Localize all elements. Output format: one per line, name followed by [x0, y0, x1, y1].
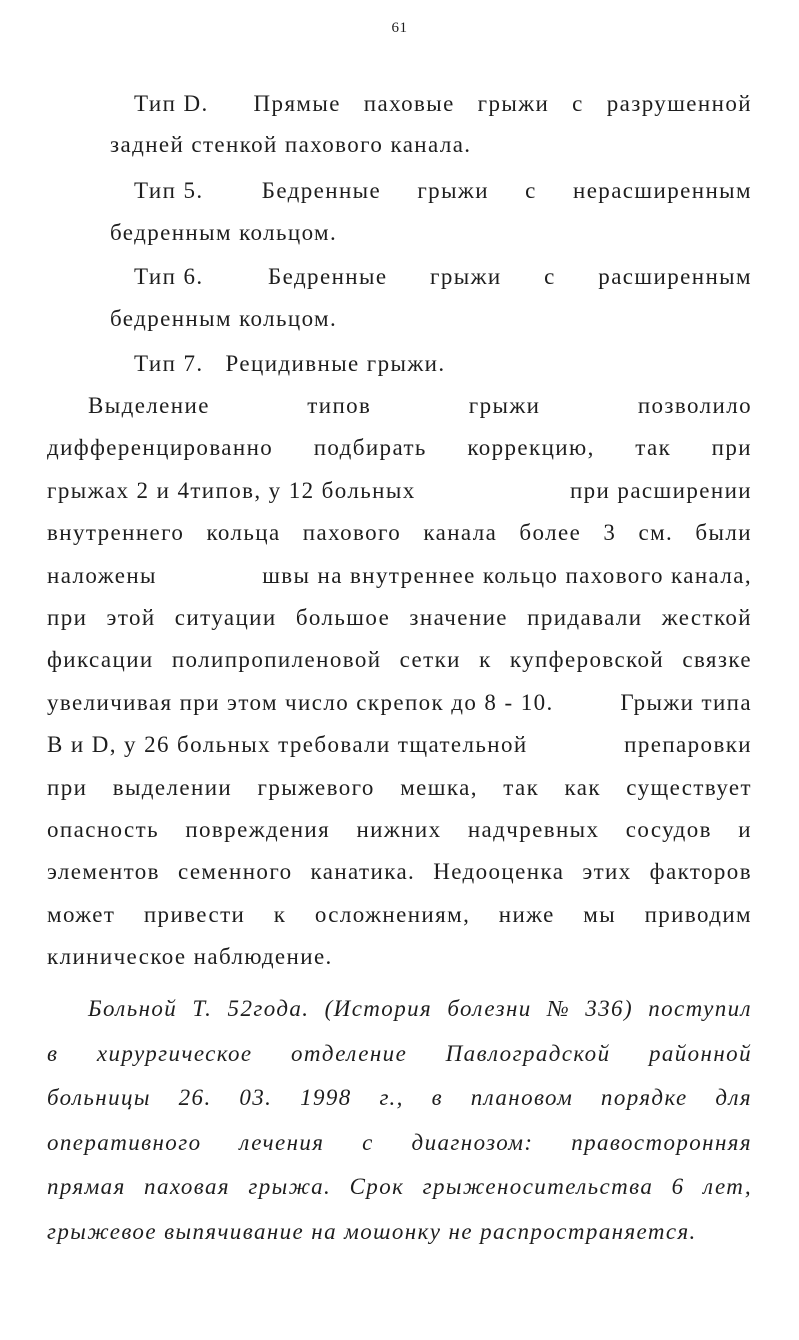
case-report-line	[47, 1039, 752, 1069]
type-label: Тип D.	[134, 91, 209, 116]
text-word: диагнозом:	[411, 1130, 534, 1155]
text-word: с	[572, 91, 584, 116]
text-word: купферовской	[509, 647, 665, 672]
text-word: ниже	[498, 902, 555, 927]
text-word: мы	[583, 902, 617, 927]
text-word: при	[47, 605, 88, 630]
text-word: и	[738, 817, 752, 842]
text-word: хирургическое	[96, 1041, 253, 1066]
paragraph-line	[88, 391, 752, 421]
text-word: подбирать	[313, 435, 427, 460]
text-word: 3	[603, 520, 617, 545]
paragraph-line	[47, 645, 752, 675]
text-word: привести	[143, 902, 246, 927]
text-word: Срок	[349, 1174, 405, 1199]
text-word: этих	[582, 859, 632, 884]
text-word: паховая	[144, 1174, 231, 1199]
text-word: сетки	[399, 647, 461, 672]
text-word: с	[525, 178, 537, 203]
text-word: оперативного	[47, 1130, 202, 1155]
text-word: к	[273, 902, 287, 927]
text-word: см.	[638, 520, 674, 545]
text-word: районной	[648, 1041, 752, 1066]
text-word: ситуации	[174, 605, 277, 630]
text-word: расширенным	[598, 264, 752, 289]
text-word: грыжи	[417, 178, 489, 203]
text-word: может	[47, 902, 116, 927]
text-word: значение	[409, 605, 508, 630]
text-word: при	[711, 435, 752, 460]
text-word: Рецидивные грыжи.	[225, 351, 446, 376]
type-label: Тип 5.	[134, 178, 204, 203]
text-word: грыженосительства	[422, 1174, 654, 1199]
text-word: г.,	[379, 1085, 404, 1110]
text-word: прямая	[47, 1174, 126, 1199]
text-word: грыжи	[468, 393, 541, 418]
text-word: жесткой	[661, 605, 752, 630]
text-word: нерасширенным	[572, 178, 752, 203]
text-word: порядке	[600, 1085, 688, 1110]
type-item-line	[134, 89, 752, 119]
paragraph-line	[47, 561, 752, 591]
text-word: плановом	[470, 1085, 574, 1110]
text-word: грыжа.	[248, 1174, 332, 1199]
type-item-continuation: бедренным кольцом.	[110, 306, 338, 331]
text-word: отделение	[291, 1041, 408, 1066]
text-word: дифференцированно	[47, 435, 274, 460]
text-word: так	[635, 435, 672, 460]
type-item-continuation: задней стенкой пахового канала.	[110, 132, 472, 157]
text-word: увеличивая при этом число скрепок до 8 - 10.	[47, 690, 554, 715]
text-word: паховые	[363, 91, 455, 116]
text-word: надчревных	[467, 817, 600, 842]
case-report-line	[47, 1083, 752, 1113]
paragraph-line	[47, 730, 752, 760]
text-word: осложнениям,	[314, 902, 471, 927]
type-item-continuation: бедренным кольцом.	[110, 220, 338, 245]
text-word: элементов	[47, 859, 160, 884]
text-word: грыжах 2 и 4типов, у 12 больных	[47, 478, 416, 503]
text-word: разрушенной	[606, 91, 752, 116]
text-word: более	[519, 520, 582, 545]
text-word: №	[546, 996, 571, 1021]
paragraph-line	[47, 857, 752, 887]
text-word: позволило	[637, 393, 752, 418]
text-word: канатика.	[310, 859, 416, 884]
text-word: при	[47, 775, 88, 800]
text-word: Бедренные	[268, 264, 388, 289]
text-word: в	[431, 1085, 443, 1110]
text-word: Бедренные	[261, 178, 382, 203]
text-word: семенного	[177, 859, 293, 884]
text-word: внутреннего	[47, 520, 185, 545]
type-label: Тип 7.	[134, 351, 204, 376]
text-word: для	[715, 1085, 752, 1110]
text-word: так	[503, 775, 540, 800]
text-word: канала	[423, 520, 498, 545]
case-report-line	[47, 1128, 752, 1158]
text-word: (История	[324, 996, 433, 1021]
paragraph-line	[47, 603, 752, 633]
text-word: кольца	[206, 520, 281, 545]
text-word: в	[47, 1041, 59, 1066]
text-word: поступил	[648, 996, 752, 1021]
type-item-line	[134, 349, 446, 379]
text-word: швы на внутреннее кольцо пахового канала,	[262, 563, 752, 588]
text-word: Грыжи типа	[620, 690, 752, 715]
text-word: при расширении	[569, 478, 752, 503]
text-word: сосудов	[625, 817, 712, 842]
text-word: были	[695, 520, 752, 545]
text-word: Прямые	[253, 91, 341, 116]
text-word: лечения	[239, 1130, 325, 1155]
paragraph-line	[47, 476, 752, 506]
type-label: Тип 6.	[134, 264, 204, 289]
text-word: 6	[671, 1174, 685, 1199]
text-word: придавали	[527, 605, 643, 630]
paragraph-line	[47, 433, 752, 463]
text-word: полипропиленовой	[171, 647, 382, 672]
text-word: пахового	[302, 520, 402, 545]
text-word: лет,	[702, 1174, 752, 1199]
text-word: 52года.	[227, 996, 310, 1021]
text-word: правосторонняя	[571, 1130, 752, 1155]
page-number: 61	[391, 20, 408, 36]
case-report-last-line: грыжевое выпячивание на мошонку не распространяется.	[47, 1219, 697, 1244]
text-word: 26.	[178, 1085, 212, 1110]
text-word: приводим	[644, 902, 752, 927]
text-word: с	[362, 1130, 374, 1155]
paragraph-line	[47, 518, 752, 548]
text-word: больницы	[47, 1085, 151, 1110]
text-word: грыжи	[477, 91, 550, 116]
text-word: 336)	[585, 996, 634, 1021]
text-word: выделении	[112, 775, 233, 800]
text-word: 1998	[300, 1085, 352, 1110]
case-report-line	[88, 994, 752, 1024]
text-word: нижних	[356, 817, 442, 842]
text-word: к	[479, 647, 492, 672]
text-word: 03.	[239, 1085, 273, 1110]
text-word: фиксации	[47, 647, 154, 672]
text-word: наложены	[47, 563, 157, 588]
type-item-line	[134, 176, 752, 206]
text-word: препаровки	[624, 732, 752, 757]
text-word: повреждения	[185, 817, 331, 842]
text-word: грыжи	[430, 264, 502, 289]
text-word: факторов	[649, 859, 752, 884]
text-word: мешка,	[400, 775, 478, 800]
paragraph-last-line: клиническое наблюдение.	[47, 944, 333, 969]
text-word: Недооценка	[433, 859, 565, 884]
paragraph-line	[47, 815, 752, 845]
text-word: этой	[106, 605, 156, 630]
case-report-line	[47, 1172, 752, 1202]
text-word: коррекцию,	[467, 435, 595, 460]
type-item-line	[134, 262, 752, 292]
text-word: опасность	[47, 817, 159, 842]
paragraph-line	[47, 900, 752, 930]
text-word: болезни	[447, 996, 532, 1021]
text-word: Павлоградской	[445, 1041, 611, 1066]
text-word: В и D, у 26 больных требовали тщательной	[47, 732, 528, 757]
text-word: Т.	[192, 996, 213, 1021]
text-word: связке	[682, 647, 752, 672]
text-word: типов	[307, 393, 372, 418]
text-word: Выделение	[88, 393, 210, 418]
text-word: грыжевого	[257, 775, 375, 800]
text-word: с	[544, 264, 556, 289]
paragraph-line	[47, 688, 752, 718]
text-word: существует	[626, 775, 752, 800]
text-word: как	[564, 775, 601, 800]
text-word: большое	[295, 605, 391, 630]
text-word: Больной	[88, 996, 178, 1021]
paragraph-line	[47, 773, 752, 803]
